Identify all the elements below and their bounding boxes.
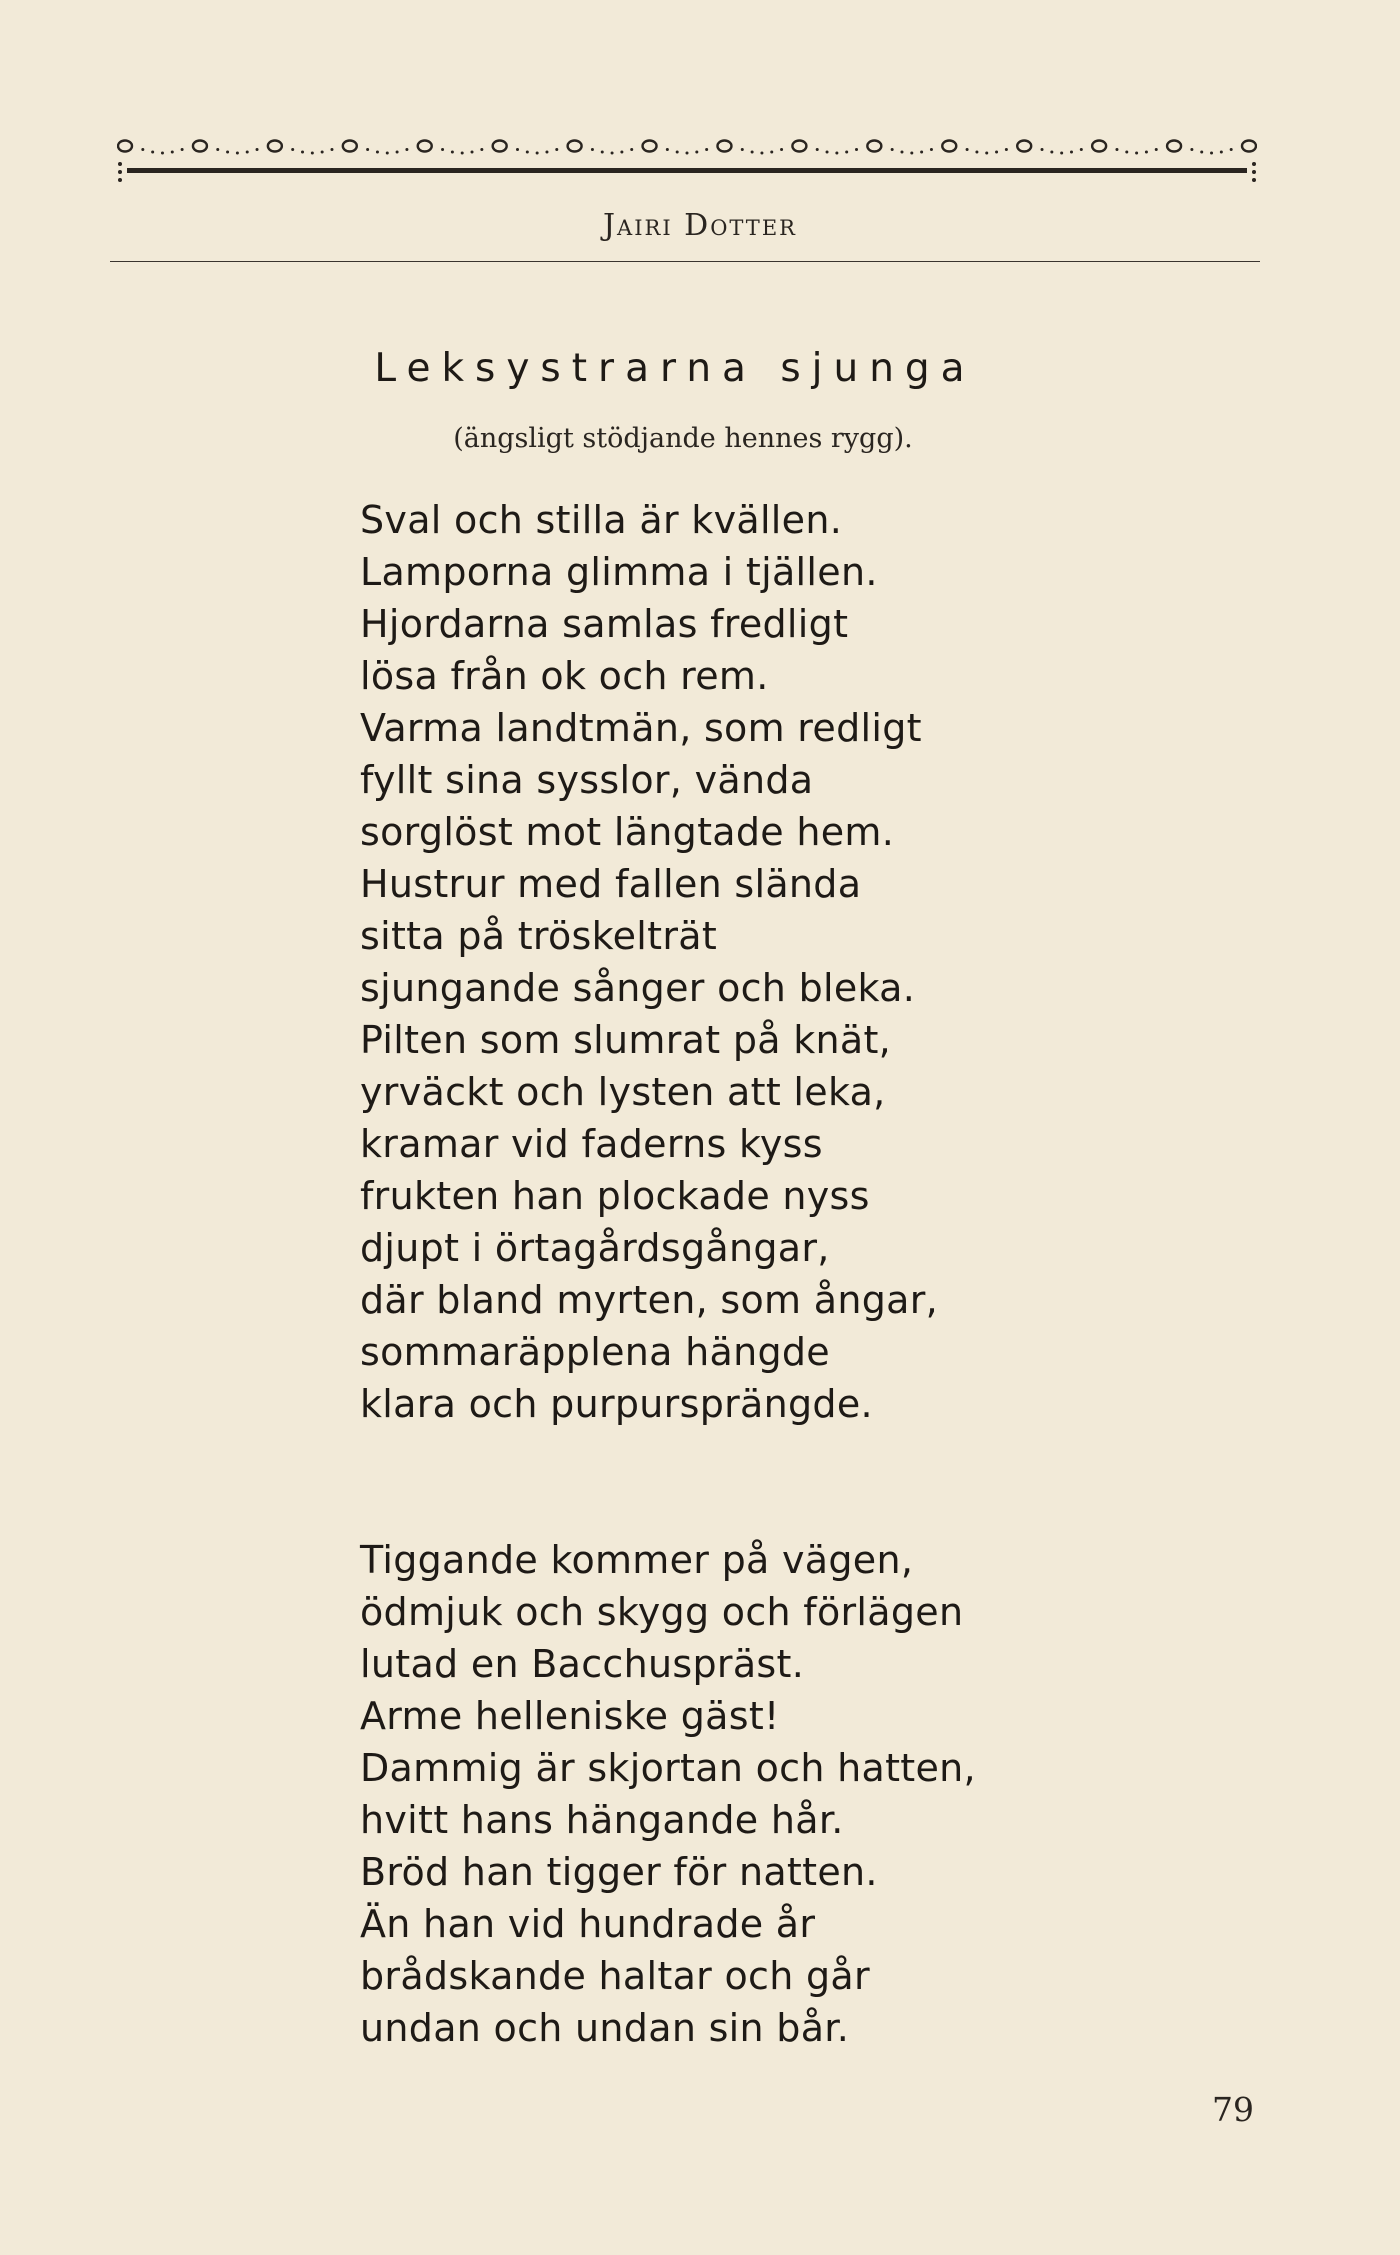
ornament-dot <box>480 148 483 151</box>
stage-direction: (ängsligt stödjande hennes rygg). <box>453 423 913 454</box>
verse-line: klara och purpursprängde. <box>360 1382 873 1426</box>
ornament-dot <box>311 152 314 155</box>
ornament-dot <box>686 152 689 155</box>
ornament-dot <box>151 151 154 154</box>
ornament-dot <box>1080 148 1083 151</box>
ornament-ring <box>867 141 881 152</box>
ornament-dot <box>181 148 184 151</box>
ornament-dot <box>826 151 829 154</box>
ornament-ring <box>1092 141 1106 152</box>
verse-line: sitta på tröskelträt <box>360 914 718 958</box>
verse-line: sommaräpplena hängde <box>360 1330 830 1374</box>
running-head: Jairi Dotter <box>603 208 797 243</box>
ornament-dot <box>330 148 333 151</box>
ornament-dot <box>118 170 122 174</box>
ornament-ring <box>568 141 582 152</box>
ornament-dot <box>760 152 763 155</box>
ornament-dot <box>900 151 903 154</box>
ornament-dot <box>256 148 259 151</box>
ornament-ring <box>1167 141 1181 152</box>
verse-line: sorglöst mot längtade hem. <box>360 810 895 854</box>
ornament-dot <box>780 148 783 151</box>
ornament-ring <box>942 141 956 152</box>
ornament-dot <box>845 151 848 154</box>
ornament-dot <box>910 152 913 155</box>
stanza-2 <box>360 1534 976 2054</box>
ornament-dot <box>620 151 623 154</box>
ornament-dot <box>1070 151 1073 154</box>
ornament-dot <box>1050 151 1053 154</box>
ornament-dot <box>1190 148 1193 151</box>
ornament-dot <box>321 151 324 154</box>
ornament-dot <box>1125 151 1128 154</box>
ornament-dot <box>1005 148 1008 151</box>
ornament-dot <box>920 151 923 154</box>
ornament-dot <box>141 148 144 151</box>
ornament-dot <box>995 151 998 154</box>
ornament-ring <box>1017 141 1031 152</box>
ornament-dot <box>601 151 604 154</box>
ornament-ring <box>792 141 806 152</box>
verse-line: brådskande haltar och går <box>360 1954 870 1998</box>
ornament-dot <box>1115 148 1118 151</box>
verse-line: där bland myrten, som ångar, <box>360 1278 939 1322</box>
verse-line: fyllt sina sysslor, vända <box>360 758 814 802</box>
ornament-dot <box>676 151 679 154</box>
ornament-dot <box>975 151 978 154</box>
ornament-dot <box>171 151 174 154</box>
ornament-dot <box>405 148 408 151</box>
ornament-dot <box>291 148 294 151</box>
ornament-ring <box>717 141 731 152</box>
ornament-dot <box>611 152 614 155</box>
ornament-dot <box>366 148 369 151</box>
ornament-dot <box>591 148 594 151</box>
verse-line: sjungande sånger och bleka. <box>360 966 916 1010</box>
ornament-dot <box>985 152 988 155</box>
verse-line: frukten han plockade nyss <box>360 1174 870 1218</box>
ornament-dot <box>216 148 219 151</box>
ornament-dot <box>471 151 474 154</box>
ornament-dot <box>1252 178 1256 182</box>
ornament-dot <box>1220 151 1223 154</box>
ornament-dot <box>1230 148 1233 151</box>
ornament-dot <box>555 148 558 151</box>
ornament-dot <box>930 148 933 151</box>
ornament-dot <box>118 178 122 182</box>
ornament-dot <box>630 148 633 151</box>
stanza-1 <box>360 494 938 1430</box>
verse-line: hvitt hans hängande hår. <box>360 1798 844 1842</box>
section-title: Leksystrarna sjunga <box>374 346 976 391</box>
verse-line: undan och undan sin bår. <box>360 2006 850 2050</box>
ornament-dot <box>236 152 239 155</box>
ornament-ring <box>343 141 357 152</box>
ornament-ring <box>493 141 507 152</box>
ornament-dot <box>1200 151 1203 154</box>
ornament-dot <box>1060 152 1063 155</box>
ornament-dot <box>1210 152 1213 155</box>
ornament-dot <box>695 151 698 154</box>
ornament-dot <box>816 148 819 151</box>
ornament-dot <box>1041 148 1044 151</box>
ornament-dot <box>226 151 229 154</box>
verse-line: Sval och stilla är kvällen. <box>360 498 843 542</box>
ornament-dot <box>835 152 838 155</box>
ornament-dot <box>246 151 249 154</box>
ornament-dot <box>1145 151 1148 154</box>
ornament-dot <box>461 152 464 155</box>
ornament-dot <box>526 151 529 154</box>
verse-line: ödmjuk och skygg och förlägen <box>360 1590 964 1634</box>
ornament-dot <box>545 151 548 154</box>
ornament-ring <box>418 141 432 152</box>
ornament-dot <box>966 148 969 151</box>
verse-line: Hjordarna samlas fredligt <box>360 602 849 646</box>
ornament-dot <box>451 151 454 154</box>
ornament-dot <box>666 148 669 151</box>
verse-line: Dammig är skjortan och hatten, <box>360 1746 976 1790</box>
ornament-ring <box>268 141 282 152</box>
verse-line: djupt i örtagårdsgångar, <box>360 1226 830 1270</box>
page-number: 79 <box>1212 2090 1254 2129</box>
verse-line: Varma landtmän, som redligt <box>360 706 922 750</box>
ornament-dot <box>301 151 304 154</box>
verse-line: Lamporna glimma i tjällen. <box>360 550 878 594</box>
verse-line: Pilten som slumrat på knät, <box>360 1018 892 1062</box>
ornament-ring <box>1242 141 1256 152</box>
ornament-ring <box>193 141 207 152</box>
verse-line: Arme helleniske gäst! <box>360 1694 780 1738</box>
verse-line: Bröd han tigger för natten. <box>360 1850 878 1894</box>
ornament-ring <box>118 141 132 152</box>
verse-line: kramar vid faderns kyss <box>360 1122 823 1166</box>
ornament-dot <box>516 148 519 151</box>
ornament-dot <box>1135 152 1138 155</box>
ornament-dot <box>396 151 399 154</box>
ornament-dot <box>441 148 444 151</box>
verse-line: Än han vid hundrade år <box>360 1902 816 1946</box>
ornament-dot <box>770 151 773 154</box>
ornament-ring <box>643 141 657 152</box>
header-ornament-border <box>117 128 1257 194</box>
ornament-bar <box>127 168 1247 173</box>
ornament-dot <box>118 162 122 166</box>
ornament-dot <box>386 152 389 155</box>
ornament-dot <box>1155 148 1158 151</box>
verse-line: lutad en Bacchuspräst. <box>360 1642 805 1686</box>
ornament-dot <box>161 152 164 155</box>
verse-line: Hustrur med fallen slända <box>360 862 862 906</box>
ornament-dot <box>705 148 708 151</box>
ornament-dot <box>751 151 754 154</box>
ornament-dot <box>855 148 858 151</box>
ornament-dot <box>1252 162 1256 166</box>
verse-line: lösa från ok och rem. <box>360 654 769 698</box>
verse-line: Tiggande kommer på vägen, <box>360 1538 914 1582</box>
verse-line: yrväckt och lysten att leka, <box>360 1070 886 1114</box>
ornament-dot <box>1252 170 1256 174</box>
ornament-dot <box>376 151 379 154</box>
ornament-dot <box>536 152 539 155</box>
ornament-dot <box>741 148 744 151</box>
ornament-dot <box>891 148 894 151</box>
header-rule <box>110 261 1260 262</box>
